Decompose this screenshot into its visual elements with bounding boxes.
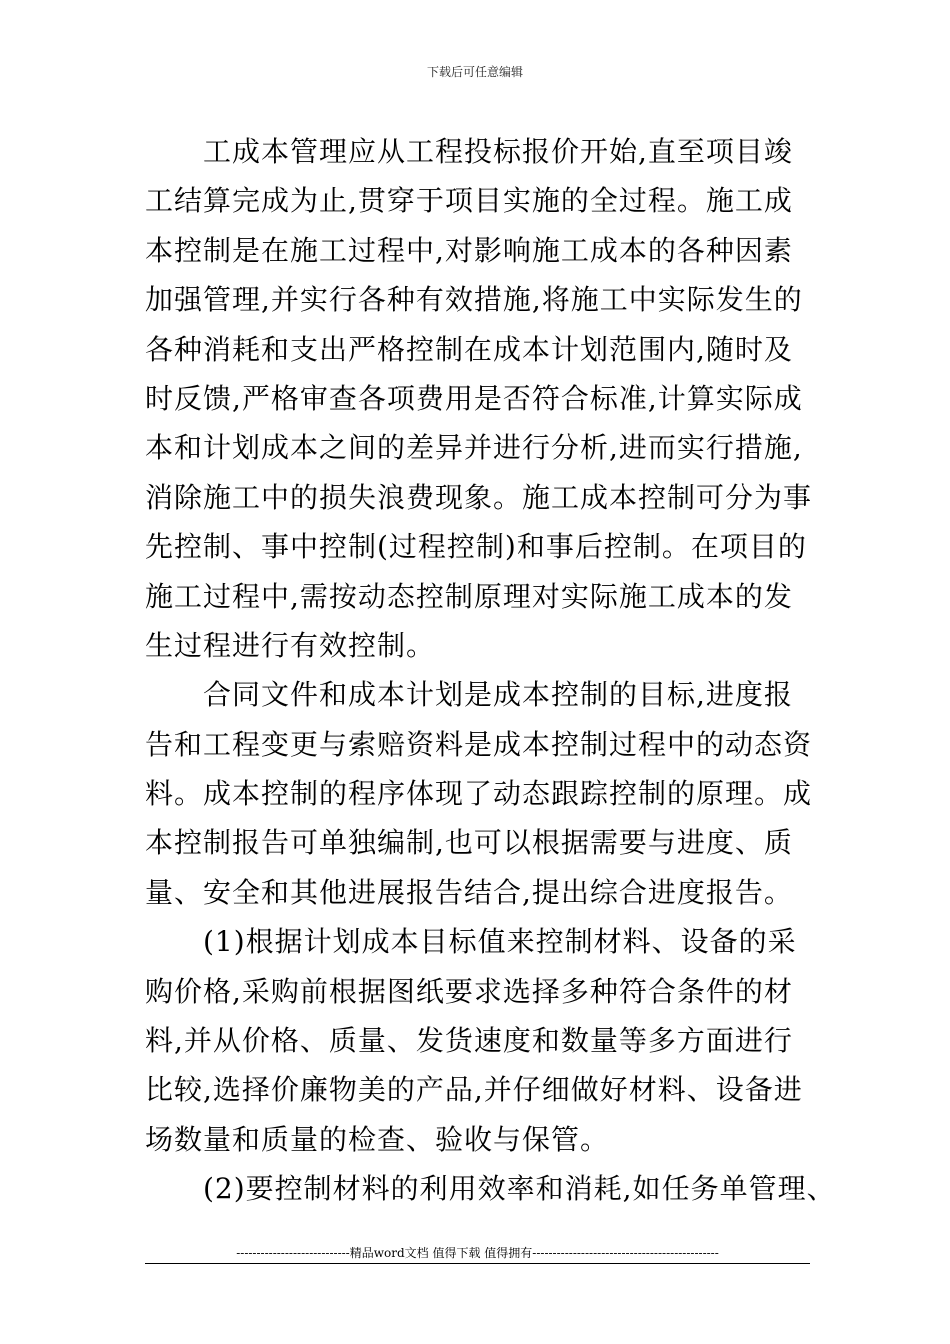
header-note: 下载后可任意编辑 <box>426 65 523 79</box>
paragraph-3 <box>145 917 810 1164</box>
text-line: 场数量和质量的检查、验收与保管。 <box>145 1122 610 1156</box>
page-footer <box>145 1246 810 1264</box>
text-line: 比较,选择价廉物美的产品,并仔细做好材料、设备进 <box>145 1073 803 1107</box>
text-line: 生过程进行有效控制。 <box>145 628 436 662</box>
footer-text: ----------------------------精品word文档 值得下载 值得拥有---------------------------------------------- <box>236 1246 719 1260</box>
text-line: 加强管理,并实行各种有效措施,将施工中实际发生的 <box>145 283 803 317</box>
text-line: 工结算完成为止,贯穿于项目实施的全过程。施工成 <box>145 184 793 218</box>
paragraph-4 <box>145 1164 836 1213</box>
text-line: 料。成本控制的程序体现了动态跟踪控制的原理。成 <box>145 777 813 811</box>
text-line: 消除施工中的损失浪费现象。施工成本控制可分为事 <box>145 480 813 514</box>
text-line: 本控制是在施工过程中,对影响施工成本的各种因素 <box>145 233 793 267</box>
text-line: 告和工程变更与索赔资料是成本控制过程中的动态资 <box>145 727 813 761</box>
footer-divider <box>145 1263 810 1264</box>
document-body <box>145 127 836 1214</box>
text-line: 先控制、事中控制(过程控制)和事后控制。在项目的 <box>145 530 807 564</box>
text-line: (1)根据计划成本目标值来控制材料、设备的采 <box>145 925 797 959</box>
text-line: 合同文件和成本计划是成本控制的目标,进度报 <box>145 678 793 712</box>
text-line: 本控制报告可单独编制,也可以根据需要与进度、质 <box>145 826 793 860</box>
text-line: 量、安全和其他进展报告结合,提出综合进度报告。 <box>145 875 793 909</box>
text-line: 施工过程中,需按动态控制原理对实际施工成本的发 <box>145 579 793 613</box>
text-line: 各种消耗和支出严格控制在成本计划范围内,随时及 <box>145 332 793 366</box>
text-line: 料,并从价格、质量、发货速度和数量等多方面进行 <box>145 1024 793 1058</box>
text-line: (2)要控制材料的利用效率和消耗,如任务单管理、 <box>145 1172 836 1206</box>
text-line: 时反馈,严格审查各项费用是否符合标准,计算实际成 <box>145 381 803 415</box>
paragraph-1 <box>145 127 813 670</box>
text-line: 工成本管理应从工程投标报价开始,直至项目竣 <box>145 135 793 168</box>
text-line: 购价格,采购前根据图纸要求选择多种符合条件的材 <box>145 974 793 1008</box>
paragraph-2 <box>145 670 813 917</box>
text-line: 本和计划成本之间的差异并进行分析,进而实行措施, <box>145 431 803 465</box>
